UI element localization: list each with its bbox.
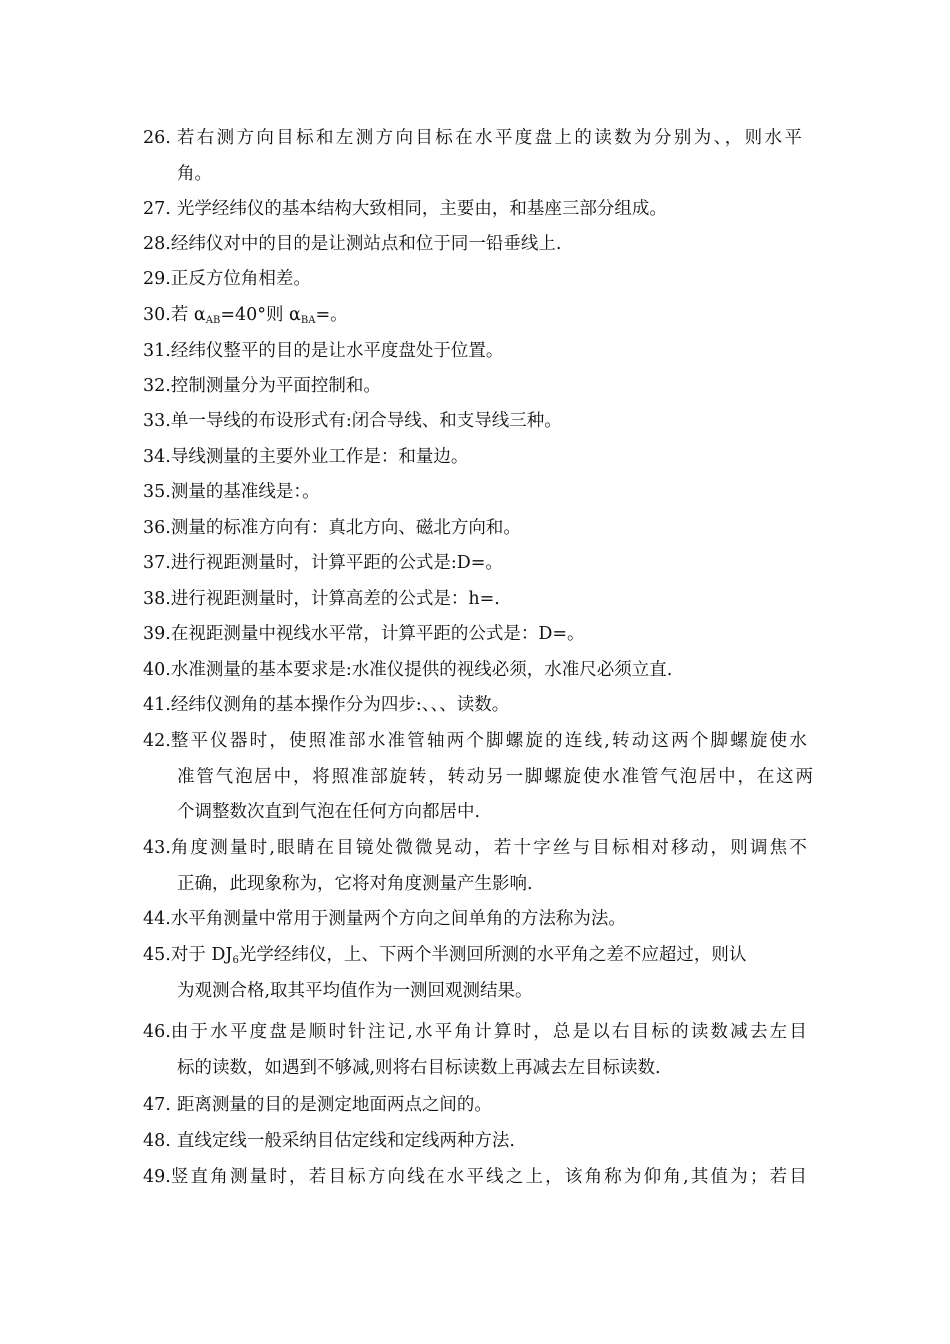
question-text-continued: 正确，此现象称为，它将对角度测量产生影响.	[177, 873, 533, 894]
question-34	[143, 440, 808, 476]
question-number: 30.	[143, 305, 171, 325]
question-text: 若 $\alpha_{AB}=40^\circ$则 $\alpha_{BA}=$。	[170, 305, 348, 326]
question-number: 40.	[143, 660, 171, 680]
question-number: 37.	[143, 553, 171, 573]
question-text: 导线测量的主要外业工作是：和量边。	[170, 447, 469, 467]
question-number: 32.	[143, 376, 171, 396]
question-text-continued: 个调整数次直到气泡在任何方向都居中.	[177, 802, 481, 822]
question-text: 光学经纬仪的基本结构大致相同，主要由，和基座三部分组成。	[176, 199, 667, 219]
question-29	[143, 262, 808, 298]
question-43	[143, 831, 808, 902]
question-text: 正反方位角相差。	[170, 269, 311, 289]
question-35	[143, 475, 808, 511]
question-number: 29.	[143, 269, 171, 289]
question-text-continued: 准管气泡居中，将照准部旋转，转动另一脚螺旋使水准管气泡居中，在这两	[177, 766, 813, 787]
question-number: 46.	[143, 1022, 171, 1042]
question-text: 在视距测量中视线水平常，计算平距的公式是：D=。	[170, 624, 585, 644]
question-40	[143, 653, 808, 689]
question-text: 由于水平度盘是顺时针注记,水平角计算时，总是以右目标的读数减去左目	[170, 1022, 807, 1042]
question-number: 33.	[143, 411, 171, 431]
question-number: 39.	[143, 624, 171, 644]
question-text: 测量的标准方向有：真北方向、磁北方向和。	[170, 518, 521, 538]
question-text: 控制测量分为平面控制和。	[170, 376, 381, 396]
question-47	[143, 1088, 808, 1124]
question-27	[143, 192, 808, 228]
question-text: 进行视距测量时，计算高差的公式是：h=.	[170, 589, 500, 609]
question-text: 角度测量时,眼睛在目镜处微微晃动，若十字丝与目标相对移动，则调焦不	[170, 838, 807, 858]
question-text: 水平角测量中常用于测量两个方向之间单角的方法称为法。	[170, 909, 626, 929]
question-41	[143, 688, 808, 724]
question-text-continued: 为观测合格,取其平均值作为一测回观测结果。	[177, 980, 533, 1001]
question-46	[143, 1015, 808, 1086]
question-38	[143, 582, 808, 618]
question-37	[143, 546, 808, 582]
question-text: 经纬仪整平的目的是让水平度盘处于位置。	[170, 341, 504, 361]
question-number: 34.	[143, 447, 171, 467]
question-26	[143, 121, 808, 192]
question-45	[143, 938, 808, 1009]
question-text: 整平仪器时，使照准部水准管轴两个脚螺旋的连线,转动这两个脚螺旋使水	[170, 731, 807, 751]
question-text: 经纬仪对中的目的是让测站点和位于同一铅垂线上.	[170, 234, 562, 254]
question-text: 经纬仪测角的基本操作分为四步:、、、读数。	[170, 695, 510, 715]
question-number: 38.	[143, 589, 171, 609]
question-text: 单一导线的布设形式有:闭合导线、和支导线三种。	[170, 411, 562, 431]
question-32	[143, 369, 808, 405]
question-number: 27.	[143, 199, 171, 219]
question-number: 43.	[143, 838, 171, 858]
question-31	[143, 334, 808, 370]
question-text-continued: 角。	[177, 163, 212, 184]
question-text-continued: 标的读数，如遇到不够减,则将右目标读数上再减去左目标读数.	[177, 1057, 661, 1078]
question-text: 竖直角测量时，若目标方向线在水平线之上，该角称为仰角,其值为；若目	[170, 1167, 807, 1187]
question-number: 31.	[143, 341, 171, 361]
question-text: 若右测方向目标和左测方向目标在水平度盘上的读数为分别为、，则水平	[176, 128, 802, 148]
question-number: 48.	[143, 1131, 171, 1151]
question-text: 进行视距测量时，计算平距的公式是:D=。	[170, 553, 503, 573]
question-number: 35.	[143, 482, 171, 502]
question-number: 47.	[143, 1095, 171, 1115]
question-28	[143, 227, 808, 263]
question-number: 44.	[143, 909, 171, 929]
question-text: 对于 $DJ_6$光学经纬仪，上、下两个半测回所测的水平角之差不应超过，则认	[170, 945, 747, 966]
question-number: 26.	[143, 128, 171, 148]
question-49	[143, 1160, 808, 1196]
question-number: 41.	[143, 695, 171, 715]
question-33	[143, 404, 808, 440]
question-text: 水准测量的基本要求是:水准仪提供的视线必须，水准尺必须立直.	[170, 660, 673, 680]
question-number: 42.	[143, 731, 171, 751]
question-text: 测量的基准线是：。	[170, 482, 320, 502]
question-number: 45.	[143, 945, 171, 965]
question-text: 直线定线一般采纳目估定线和定线两种方法.	[176, 1131, 515, 1151]
question-number: 28.	[143, 234, 171, 254]
question-48	[143, 1124, 808, 1160]
question-30	[143, 298, 808, 334]
question-44	[143, 902, 808, 938]
question-number: 36.	[143, 518, 171, 538]
question-42	[143, 724, 813, 831]
question-36	[143, 511, 808, 547]
question-39	[143, 617, 808, 653]
question-number: 49.	[143, 1167, 171, 1187]
question-text: 距离测量的目的是测定地面两点之间的。	[176, 1095, 492, 1115]
